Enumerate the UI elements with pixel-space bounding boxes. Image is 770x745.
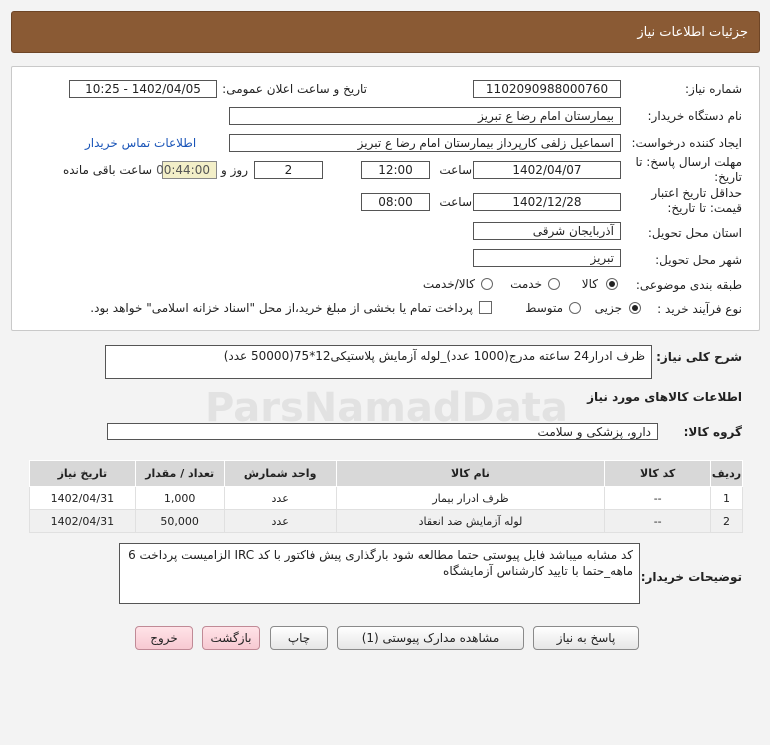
cell-name: لوله آزمایش ضد انعقاد [336,510,605,533]
cell-row: 1 [711,487,743,510]
view-attachments-button[interactable]: مشاهده مدارک پیوستی (1) [337,626,524,650]
description-field: ظرف ادرار24 ساعته مدرج(1000 عدد)_لوله آزمایش پلاستیکی12*75(50000 عدد) [105,345,652,379]
purchase-type-label: نوع فرآیند خرید : [657,302,742,316]
city-field: تبریز [473,249,621,267]
cell-code: -- [605,487,711,510]
days-field: 2 [254,161,323,179]
deadline-label-line1: مهلت ارسال پاسخ: تا [635,155,742,169]
col-code-header: کد کالا [605,461,711,487]
back-button[interactable]: بازگشت [202,626,260,650]
cell-date: 1402/04/31 [30,510,136,533]
treasury-payment-label: پرداخت تمام یا بخشی از مبلغ خرید،از محل "اسناد خزانه اسلامی" خواهد بود. [90,301,473,315]
description-label: شرح کلی نیاز: [656,350,742,364]
validity-date-field: 1402/12/28 [473,193,621,211]
buyer-org-label: نام دستگاه خریدار: [647,109,742,123]
announce-label: تاریخ و ساعت اعلان عمومی: [222,82,367,96]
treasury-payment-checkbox[interactable] [479,301,492,314]
cell-unit: عدد [224,510,336,533]
table-row [30,487,743,510]
remaining-label: ساعت باقی مانده [62,163,152,177]
cell-name: ظرف ادرار بیمار [336,487,605,510]
purchase-minor-label: جزیی [594,301,622,315]
category-goods-label: کالا [581,277,598,291]
validity-label-line2: قیمت: تا تاریخ: [667,201,742,215]
validity-label-line1: حداقل تاریخ اعتبار [651,186,742,200]
goods-info-heading: اطلاعات کالاهای مورد نیاز [587,390,742,404]
cell-date: 1402/04/31 [30,487,136,510]
announce-field: 1402/04/05 - 10:25 [69,80,217,98]
category-label: طبقه بندی موضوعی: [635,278,742,292]
purchase-medium-label: متوسط [525,301,563,315]
cell-row: 2 [711,510,743,533]
requester-field: اسماعیل زلفی کارپرداز بیمارستان امام رضا ع تبریز [229,134,621,152]
goods-group-label: گروه کالا: [683,425,742,439]
col-name-header: نام کالا [336,461,605,487]
items-table [29,460,743,533]
remaining-time-field: 00:44:00 [162,161,217,179]
days-label: روز و [221,163,248,177]
deadline-label-line2: تاریخ: [714,170,742,184]
page-header [11,11,760,53]
cell-qty: 50,000 [135,510,224,533]
validity-time-label: ساعت [439,195,472,209]
goods-group-field: دارو، پزشکی و سلامت [107,423,658,440]
city-label: شهر محل تحویل: [655,253,742,267]
cell-unit: عدد [224,487,336,510]
province-label: استان محل تحویل: [647,226,742,240]
table-header-row [30,461,743,487]
print-button[interactable]: چاپ [270,626,328,650]
requester-label: ایجاد کننده درخواست: [631,136,742,150]
need-number-field: 1102090988000760 [473,80,621,98]
table-row [30,510,743,533]
deadline-date-field: 1402/04/07 [473,161,621,179]
reply-button[interactable]: پاسخ به نیاز [533,626,639,650]
exit-button[interactable]: خروج [135,626,193,650]
buyer-org-field: بیمارستان امام رضا ع تبریز [229,107,621,125]
deadline-time-label: ساعت [439,163,472,177]
buyer-notes-label: توضیحات خریدار: [640,570,742,584]
col-row-header: ردیف [711,461,743,487]
page-title: جزئیات اطلاعات نیاز [637,25,748,40]
category-goods-radio[interactable] [606,278,618,290]
col-date-header: تاریخ نیاز [30,461,136,487]
category-service-label: خدمت [510,277,542,291]
cell-qty: 1,000 [135,487,224,510]
watermark: ParsNamadData [205,385,568,431]
category-goods-service-radio[interactable] [481,278,493,290]
validity-time-field: 08:00 [361,193,430,211]
province-field: آذربایجان شرقی [473,222,621,240]
buyer-notes-field: کد مشابه میباشد فایل پیوستی حتما مطالعه شود بارگذاری پیش فاکتور با کد IRC الزامیست پرداخت 6 ماهه_حتما با تایید کارشناس آزمایشگاه [119,543,640,604]
contact-info-link[interactable]: اطلاعات تماس خریدار [85,136,197,150]
need-number-label: شماره نیاز: [685,82,742,96]
cell-code: -- [605,510,711,533]
category-goods-service-label: کالا/خدمت [422,277,475,291]
col-qty-header: تعداد / مقدار [135,461,224,487]
category-service-radio[interactable] [548,278,560,290]
purchase-minor-radio[interactable] [629,302,641,314]
purchase-medium-radio[interactable] [569,302,581,314]
deadline-time-field: 12:00 [361,161,430,179]
col-unit-header: واحد شمارش [224,461,336,487]
